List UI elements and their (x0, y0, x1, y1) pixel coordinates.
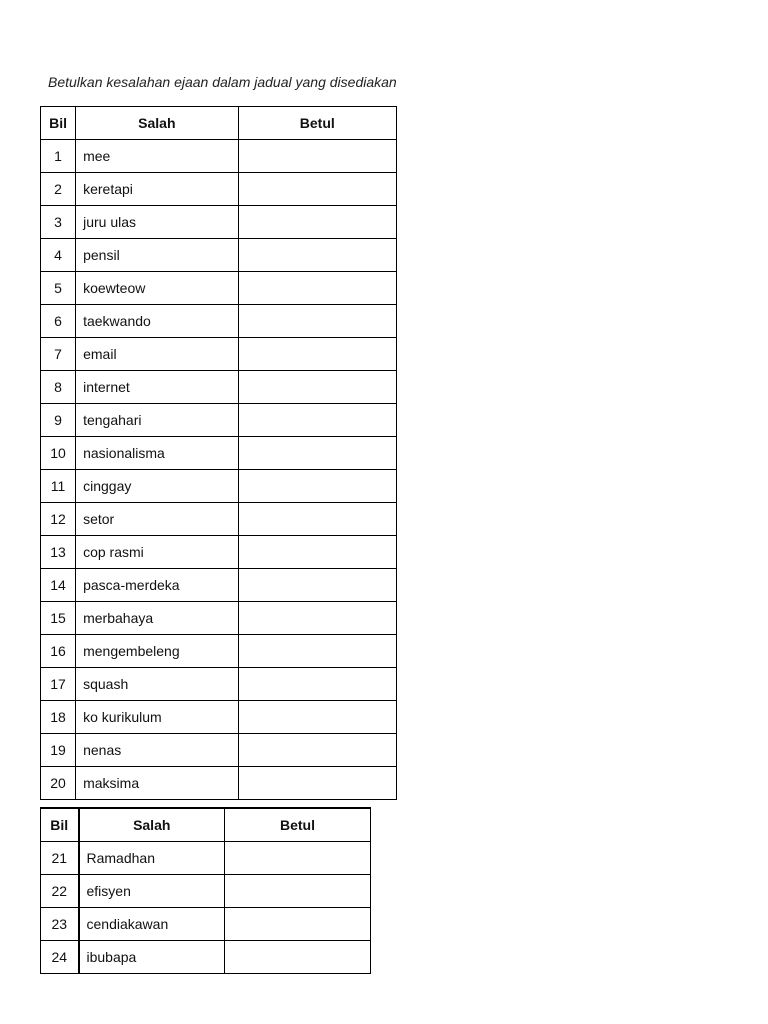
header-bil: Bil (41, 107, 76, 140)
row-number: 13 (41, 536, 76, 569)
row-number: 23 (41, 908, 79, 941)
misspelled-word: merbahaya (76, 602, 238, 635)
instruction-text: Betulkan kesalahan ejaan dalam jadual yang disediakan (48, 74, 397, 90)
table-row (41, 206, 397, 239)
misspelled-word: nenas (76, 734, 238, 767)
misspelled-word: email (76, 338, 238, 371)
misspelled-word: pasca-merdeka (76, 569, 238, 602)
table-row (41, 908, 371, 941)
misspelled-word: ko kurikulum (76, 701, 238, 734)
row-number: 12 (41, 503, 76, 536)
header-salah: Salah (76, 107, 238, 140)
misspelled-word: cinggay (76, 470, 238, 503)
correct-answer-cell[interactable] (238, 206, 396, 239)
table-row (41, 140, 397, 173)
row-number: 11 (41, 470, 76, 503)
row-number: 16 (41, 635, 76, 668)
table-row (41, 569, 397, 602)
row-number: 4 (41, 239, 76, 272)
correct-answer-cell[interactable] (238, 536, 396, 569)
misspelled-word: koewteow (76, 272, 238, 305)
row-number: 20 (41, 767, 76, 800)
misspelled-word: nasionalisma (76, 437, 238, 470)
spelling-table-2 (40, 807, 371, 974)
misspelled-word: pensil (76, 239, 238, 272)
row-number: 9 (41, 404, 76, 437)
correct-answer-cell[interactable] (238, 272, 396, 305)
correct-answer-cell[interactable] (225, 941, 371, 974)
correct-answer-cell[interactable] (238, 437, 396, 470)
table-row (41, 338, 397, 371)
misspelled-word: Ramadhan (79, 842, 225, 875)
correct-answer-cell[interactable] (238, 404, 396, 437)
header-betul: Betul (225, 808, 371, 842)
correct-answer-cell[interactable] (238, 239, 396, 272)
misspelled-word: mee (76, 140, 238, 173)
row-number: 24 (41, 941, 79, 974)
table-row (41, 272, 397, 305)
correct-answer-cell[interactable] (238, 371, 396, 404)
correct-answer-cell[interactable] (238, 470, 396, 503)
misspelled-word: efisyen (79, 875, 225, 908)
correct-answer-cell[interactable] (238, 668, 396, 701)
correct-answer-cell[interactable] (238, 338, 396, 371)
row-number: 5 (41, 272, 76, 305)
table-row (41, 239, 397, 272)
correct-answer-cell[interactable] (225, 842, 371, 875)
table-row (41, 668, 397, 701)
row-number: 3 (41, 206, 76, 239)
correct-answer-cell[interactable] (238, 767, 396, 800)
misspelled-word: squash (76, 668, 238, 701)
row-number: 1 (41, 140, 76, 173)
header-bil: Bil (41, 808, 79, 842)
misspelled-word: ibubapa (79, 941, 225, 974)
correct-answer-cell[interactable] (238, 701, 396, 734)
table-row (41, 371, 397, 404)
table-row (41, 875, 371, 908)
table-row (41, 941, 371, 974)
row-number: 14 (41, 569, 76, 602)
row-number: 15 (41, 602, 76, 635)
table-row (41, 842, 371, 875)
row-number: 22 (41, 875, 79, 908)
row-number: 10 (41, 437, 76, 470)
row-number: 18 (41, 701, 76, 734)
table-row (41, 536, 397, 569)
misspelled-word: mengembeleng (76, 635, 238, 668)
table-row (41, 173, 397, 206)
misspelled-word: cendiakawan (79, 908, 225, 941)
correct-answer-cell[interactable] (238, 140, 396, 173)
correct-answer-cell[interactable] (225, 908, 371, 941)
misspelled-word: tengahari (76, 404, 238, 437)
misspelled-word: maksima (76, 767, 238, 800)
misspelled-word: taekwando (76, 305, 238, 338)
correct-answer-cell[interactable] (238, 734, 396, 767)
row-number: 7 (41, 338, 76, 371)
misspelled-word: juru ulas (76, 206, 238, 239)
table-row (41, 437, 397, 470)
table-row (41, 404, 397, 437)
row-number: 17 (41, 668, 76, 701)
table-row (41, 503, 397, 536)
misspelled-word: setor (76, 503, 238, 536)
row-number: 2 (41, 173, 76, 206)
table-header-row (41, 808, 371, 842)
table-row (41, 635, 397, 668)
correct-answer-cell[interactable] (238, 503, 396, 536)
spelling-table-1 (40, 106, 397, 800)
table-row (41, 734, 397, 767)
row-number: 19 (41, 734, 76, 767)
misspelled-word: internet (76, 371, 238, 404)
correct-answer-cell[interactable] (238, 569, 396, 602)
table-row (41, 767, 397, 800)
correct-answer-cell[interactable] (238, 602, 396, 635)
table-row (41, 602, 397, 635)
table-row (41, 701, 397, 734)
header-betul: Betul (238, 107, 396, 140)
table-header-row (41, 107, 397, 140)
correct-answer-cell[interactable] (225, 875, 371, 908)
row-number: 8 (41, 371, 76, 404)
row-number: 6 (41, 305, 76, 338)
table-row (41, 470, 397, 503)
correct-answer-cell[interactable] (238, 305, 396, 338)
correct-answer-cell[interactable] (238, 173, 396, 206)
row-number: 21 (41, 842, 79, 875)
misspelled-word: keretapi (76, 173, 238, 206)
correct-answer-cell[interactable] (238, 635, 396, 668)
table-row (41, 305, 397, 338)
header-salah: Salah (79, 808, 225, 842)
misspelled-word: cop rasmi (76, 536, 238, 569)
